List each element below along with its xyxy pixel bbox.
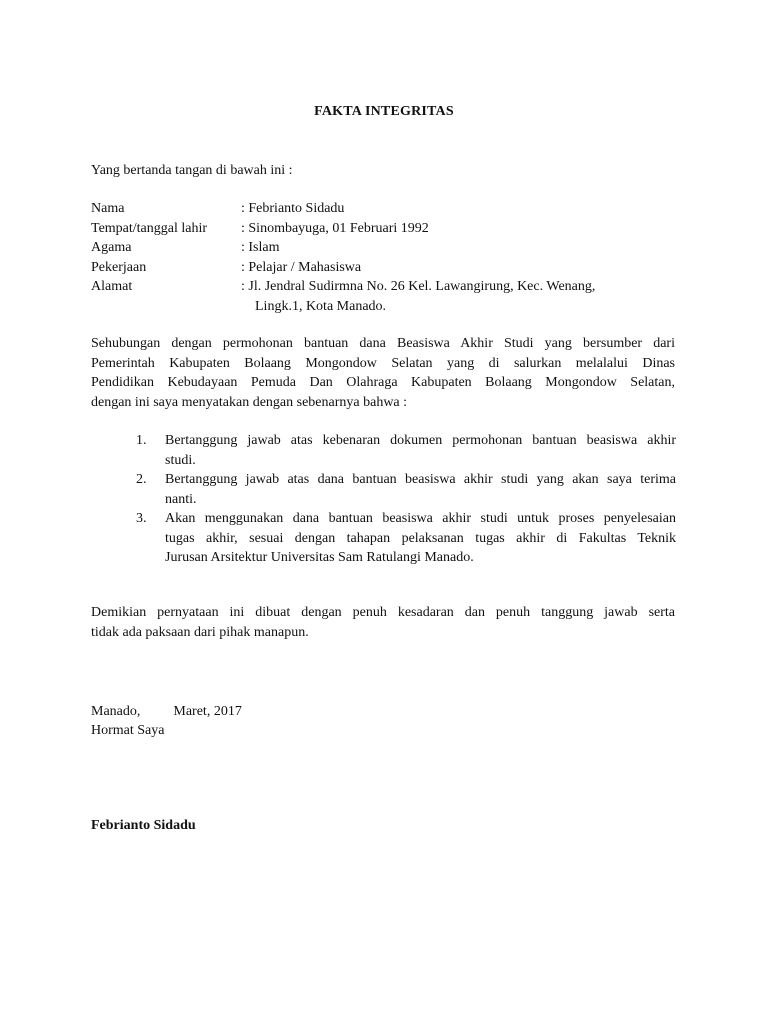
paragraph-purpose <box>91 334 675 412</box>
statement-list <box>136 431 676 568</box>
field-label: Alamat <box>91 279 133 294</box>
paragraph-line: Demikian pernyataan ini dibuat dengan penuh kesadaran dan penuh tanggung jawab serta <box>91 605 675 620</box>
list-line: nanti. <box>165 491 197 507</box>
field-value: : Jl. Jendral Sudirmna No. 26 Kel. Lawangirung, Kec. Wenang, <box>241 279 596 294</box>
place-and-date <box>91 702 242 721</box>
document-title: FAKTA INTEGRITAS <box>314 104 454 119</box>
field-value: : Islam <box>241 240 280 255</box>
list-text <box>165 470 676 509</box>
paragraph-closing-statement <box>91 603 675 642</box>
date: Maret, 2017 <box>173 704 242 719</box>
field-label: Agama <box>91 240 132 255</box>
list-line: Bertanggung jawab atas dana bantuan beasiswa akhir studi yang akan saya terima <box>165 472 676 487</box>
field-label: Tempat/tanggal lahir <box>91 220 208 236</box>
paragraph-line: Pendidikan Kebudayaan Pemuda Dan Olahraga Kabupaten Bolaang Mongondow Selatan, <box>91 375 675 390</box>
list-line: studi. <box>165 452 196 468</box>
list-number: 2. <box>136 472 147 487</box>
field-value: : Febrianto Sidadu <box>241 201 345 216</box>
field-label: Pekerjaan <box>91 259 147 275</box>
field-row-alamat <box>91 277 651 297</box>
list-text <box>165 431 676 470</box>
place: Manado, <box>91 704 141 719</box>
list-text <box>165 509 676 568</box>
field-row-pekerjaan <box>91 258 651 278</box>
field-row-agama <box>91 238 651 258</box>
field-value: : Sinombayuga, 01 Februari 1992 <box>241 220 429 236</box>
paragraph-line: Sehubungan dengan permohonan bantuan dana Beasiswa Akhir Studi yang bersumber dari <box>91 336 675 351</box>
closing-salutation: Hormat Saya <box>91 723 165 738</box>
field-row-nama <box>91 199 651 219</box>
signer-name: Febrianto Sidadu <box>91 818 196 833</box>
field-label: Nama <box>91 201 125 216</box>
paragraph-line: Pemerintah Kabupaten Bolaang Mongondow Selatan yang di salurkan melalalui Dinas <box>91 355 675 371</box>
list-line: Akan menggunakan dana bantuan beasiswa akhir studi untuk proses penyelesaian <box>165 511 676 526</box>
list-line: tugas akhir, sesuai dengan tahapan pelaksanan tugas akhir di Fakultas Teknik <box>165 530 676 546</box>
paragraph-line: tidak ada paksaan dari pihak manapun. <box>91 624 309 640</box>
paragraph-line: dengan ini saya menyatakan dengan sebenarnya bahwa : <box>91 394 408 410</box>
list-line: Jurusan Arsitektur Universitas Sam Ratulangi Manado. <box>165 550 474 565</box>
list-line: Bertanggung jawab atas kebenaran dokumen permohonan bantuan beasiswa akhir <box>165 433 676 448</box>
field-row-tempat-tanggal-lahir <box>91 219 651 239</box>
address-continuation: Lingk.1, Kota Manado. <box>255 298 387 314</box>
list-item <box>136 431 676 470</box>
intro-text: Yang bertanda tangan di bawah ini : <box>91 163 293 178</box>
list-number: 3. <box>136 511 147 526</box>
field-value: : Pelajar / Mahasiswa <box>241 259 362 275</box>
list-number: 1. <box>136 433 147 448</box>
list-item <box>136 509 676 568</box>
identity-fields <box>91 199 651 316</box>
list-item <box>136 470 676 509</box>
